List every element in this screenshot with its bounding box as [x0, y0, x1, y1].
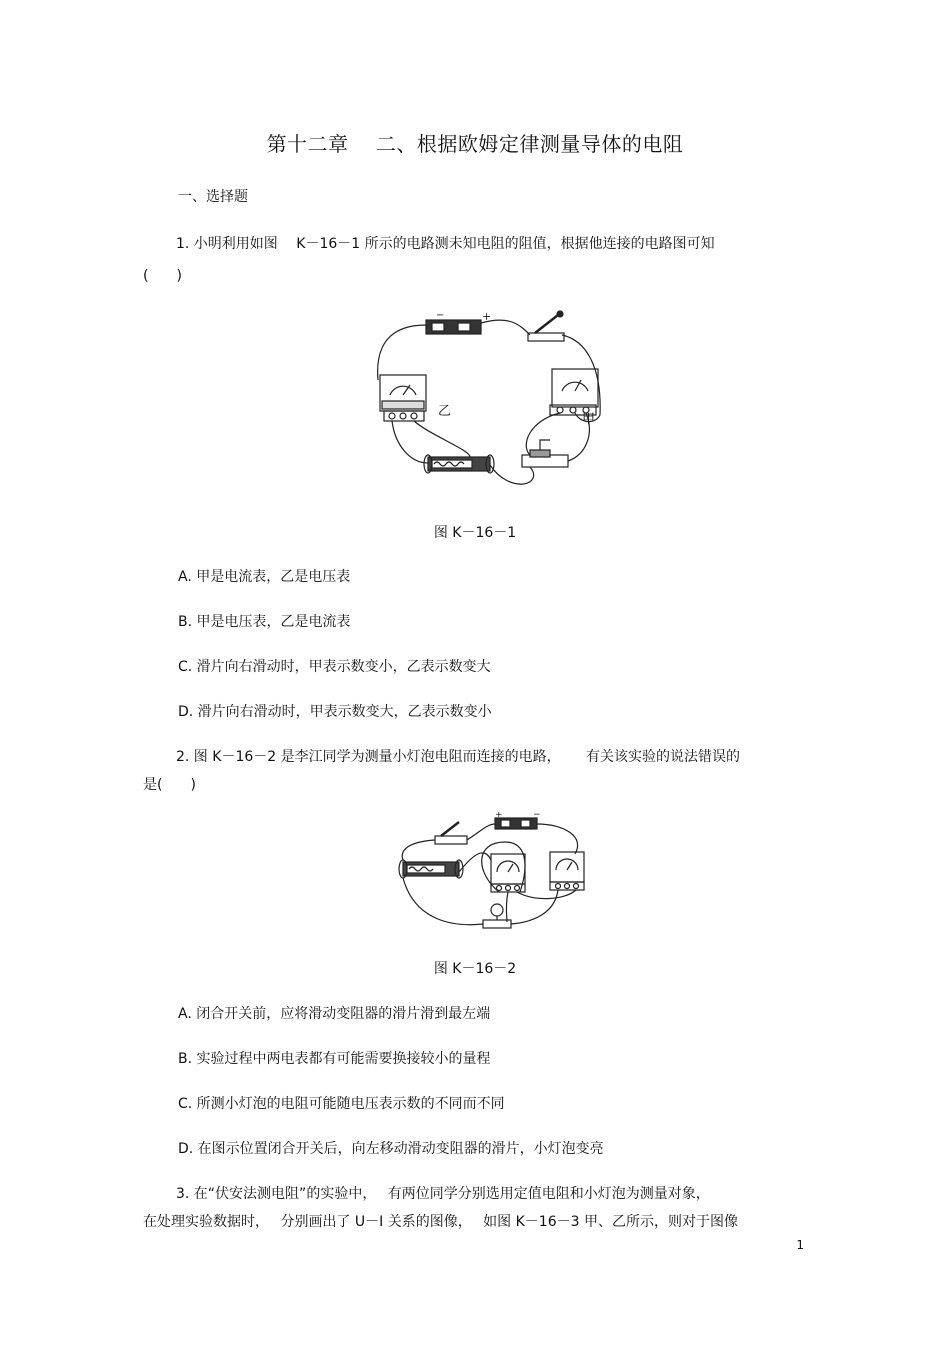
question-3-text: 3. 在“伏安法测电阻”的实验中， 有两位同学分别选用定值电阻和小灯泡为测量对象， [176, 1186, 710, 1202]
svg-text:−: − [533, 812, 541, 820]
question-2-bracket: 是( ) [143, 777, 196, 793]
q2-option-d: D. 在图示位置闭合开关后，向左移动滑动变阻器的滑片，小灯泡变亮 [178, 1141, 604, 1157]
question-2-text: 2. 图 K－16－2 是李江同学为测量小灯泡电阻而连接的电路， 有关该实验的说法错误的 [176, 749, 741, 765]
figure-1-caption: 图 K－16－1 [433, 525, 517, 541]
q1-option-c: C. 滑片向右滑动时，甲表示数变小，乙表示数变大 [178, 659, 491, 675]
circuit-figure-1 [370, 305, 610, 500]
section-heading: 一、选择题 [178, 189, 248, 205]
question-3-text-line2: 在处理实验数据时， 分别画出了 U－I 关系的图像， 如图 K－16－3 甲、乙所示，则对于图像 [143, 1214, 738, 1230]
q2-option-a: A. 闭合开关前，应将滑动变阻器的滑片滑到最左端 [178, 1006, 491, 1022]
label-yi: 乙 [438, 404, 452, 419]
q2-option-b: B. 实验过程中两电表都有可能需要换接较小的量程 [178, 1051, 491, 1067]
question-1-bracket: ( ) [143, 268, 182, 284]
page-title: 第十二章 二、根据欧姆定律测量导体的电阻 [266, 132, 684, 156]
q1-option-d: D. 滑片向右滑动时，甲表示数变大，乙表示数变小 [178, 704, 492, 720]
figure-2-caption: 图 K－16－2 [433, 961, 517, 977]
q1-option-b: B. 甲是电压表，乙是电流表 [178, 614, 351, 630]
circuit-figure-2 [395, 812, 590, 937]
svg-text:+: + [495, 812, 503, 820]
label-jia: 甲 [582, 412, 596, 427]
q2-option-c: C. 所测小灯泡的电阻可能随电压表示数的不同而不同 [178, 1096, 505, 1112]
svg-text:+: + [482, 310, 492, 323]
q1-option-a: A. 甲是电流表，乙是电压表 [178, 569, 351, 585]
svg-text:−: − [436, 310, 445, 321]
question-1-text: 1. 小明利用如图 K－16－1 所示的电路测未知电阻的阻值，根据他连接的电路图可知 [176, 236, 715, 252]
page-number: 1 [796, 1238, 804, 1252]
